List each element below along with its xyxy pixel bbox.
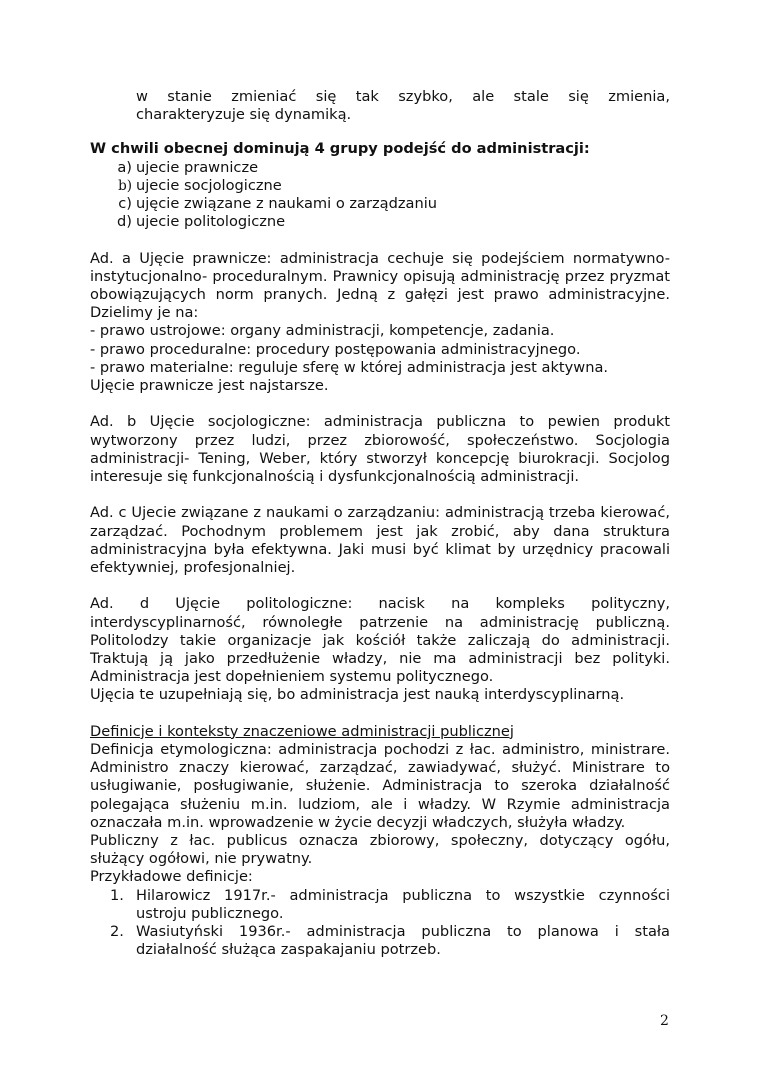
list-item-text: ujęcie związane z naukami o zarządzaniu [136, 195, 438, 213]
list-marker: 1. [110, 886, 124, 904]
list-item [90, 923, 670, 959]
list-item [90, 195, 670, 213]
list-item [90, 213, 670, 231]
section-d-closing: Ujęcia te uzupełniają się, bo administracja jest nauką interdyscyplinarną. [90, 686, 625, 704]
list-marker: b) [118, 177, 132, 194]
definitions-title-text: Definicje i konteksty znaczeniowe administracji publicznej [90, 722, 514, 740]
list-item-text: ujecie politologiczne [136, 213, 286, 231]
list-item [90, 159, 670, 177]
list-item-text: Wasiutyński 1936r.- administracja publiczna to planowa i stała działalność służąca zaspakajaniu potrzeb. [136, 923, 670, 959]
list-item [90, 887, 670, 923]
section-a-closing: Ujęcie prawnicze jest najstarsze. [90, 377, 329, 395]
section-d-paragraph: Ad. d Ujęcie politologiczne: nacisk na kompleks polityczny, interdyscyplinarność, równoległe patrzenie na administrację publiczną. Politolodzy takie organizacje jak kościół także zaliczają do administracji. Traktują ją jako przedłużenie władzy, nie ma administracji bez polityki. Administracja jest dopełnieniem systemu politycznego. [90, 595, 670, 686]
intro-line-1: w stanie zmieniać się tak szybko, ale stale się zmienia, [136, 88, 670, 105]
list-marker: c) [118, 195, 132, 213]
examples-label: Przykładowe definicje: [90, 868, 253, 886]
intro-paragraph [90, 88, 670, 124]
section-a-paragraph: Ad. a Ujęcie prawnicze: administracja cechuje się podejściem normatywno-instytucjonalno- proceduralnym. Prawnicy opisują administrację przez pryzmat obowiązujących norm pranych. Jedną z gałęzi jest prawo administracyjne. Dzielimy je na: [90, 249, 670, 322]
examples-list [90, 887, 670, 960]
list-marker: d) [117, 213, 132, 231]
section-c-paragraph: Ad. c Ujecie związane z naukami o zarządzaniu: administracją trzeba kierować, zarządzać. Pochodnym problemem jest jak zrobić, aby dana struktura administracyjna była efektywna. Jaki musi być klimat by urzędnicy pracowali efektywniej, profesjonalniej. [90, 504, 670, 577]
intro-line-2: charakteryzuje się dynamiką. [136, 106, 352, 124]
list-item-text: ujecie socjologiczne [136, 176, 282, 194]
section-a-item-3: - prawo materialne: reguluje sferę w której administracja jest aktywna. [90, 358, 609, 376]
section-b-paragraph: Ad. b Ujęcie socjologiczne: administracja publiczna to pewien produkt wytworzony przez ludzi, przez zbiorowość, społeczeństwo. Socjologia administracji- Tening, Weber, który stworzył koncepcję biurokracji. Socjolog interesuje się funkcjonalnością i dysfunkcjonalnością administracji. [90, 413, 670, 486]
approaches-list [90, 159, 670, 232]
page-number: 2 [660, 1013, 669, 1029]
public-paragraph: Publiczny z łac. publicus oznacza zbiorowy, społeczny, dotyczący ogółu, służący ogółowi, nie prywatny. [90, 832, 670, 868]
document-page [90, 88, 670, 959]
section-a-item-2: - prawo proceduralne: procedury postępowania administracyjnego. [90, 340, 581, 358]
approaches-heading: W chwili obecnej dominują 4 grupy podejść do administracji: [90, 140, 590, 158]
list-item-text: Hilarowicz 1917r.- administracja publiczna to wszystkie czynności ustroju publicznego. [136, 886, 670, 922]
list-item-text: ujecie prawnicze [136, 158, 259, 176]
section-a-item-1: - prawo ustrojowe: organy administracji, kompetencje, zadania. [90, 322, 555, 340]
etymology-paragraph: Definicja etymologiczna: administracja pochodzi z łac. administro, ministrare. Administro znaczy kierować, zarządzać, zawiadywać, służyć. Ministrare to usługiwanie, posługiwanie, służenie. Administracja to szeroka działalność polegająca służeniu m.in. ludziom, ale i władzy. W Rzymie administracja oznaczała m.in. wprowadzenie w życie decyzji władczych, służyła władzy. [90, 741, 670, 831]
list-marker: 2. [110, 923, 124, 941]
definitions-title [90, 723, 670, 741]
list-marker: a) [117, 158, 132, 176]
list-item [90, 177, 670, 195]
